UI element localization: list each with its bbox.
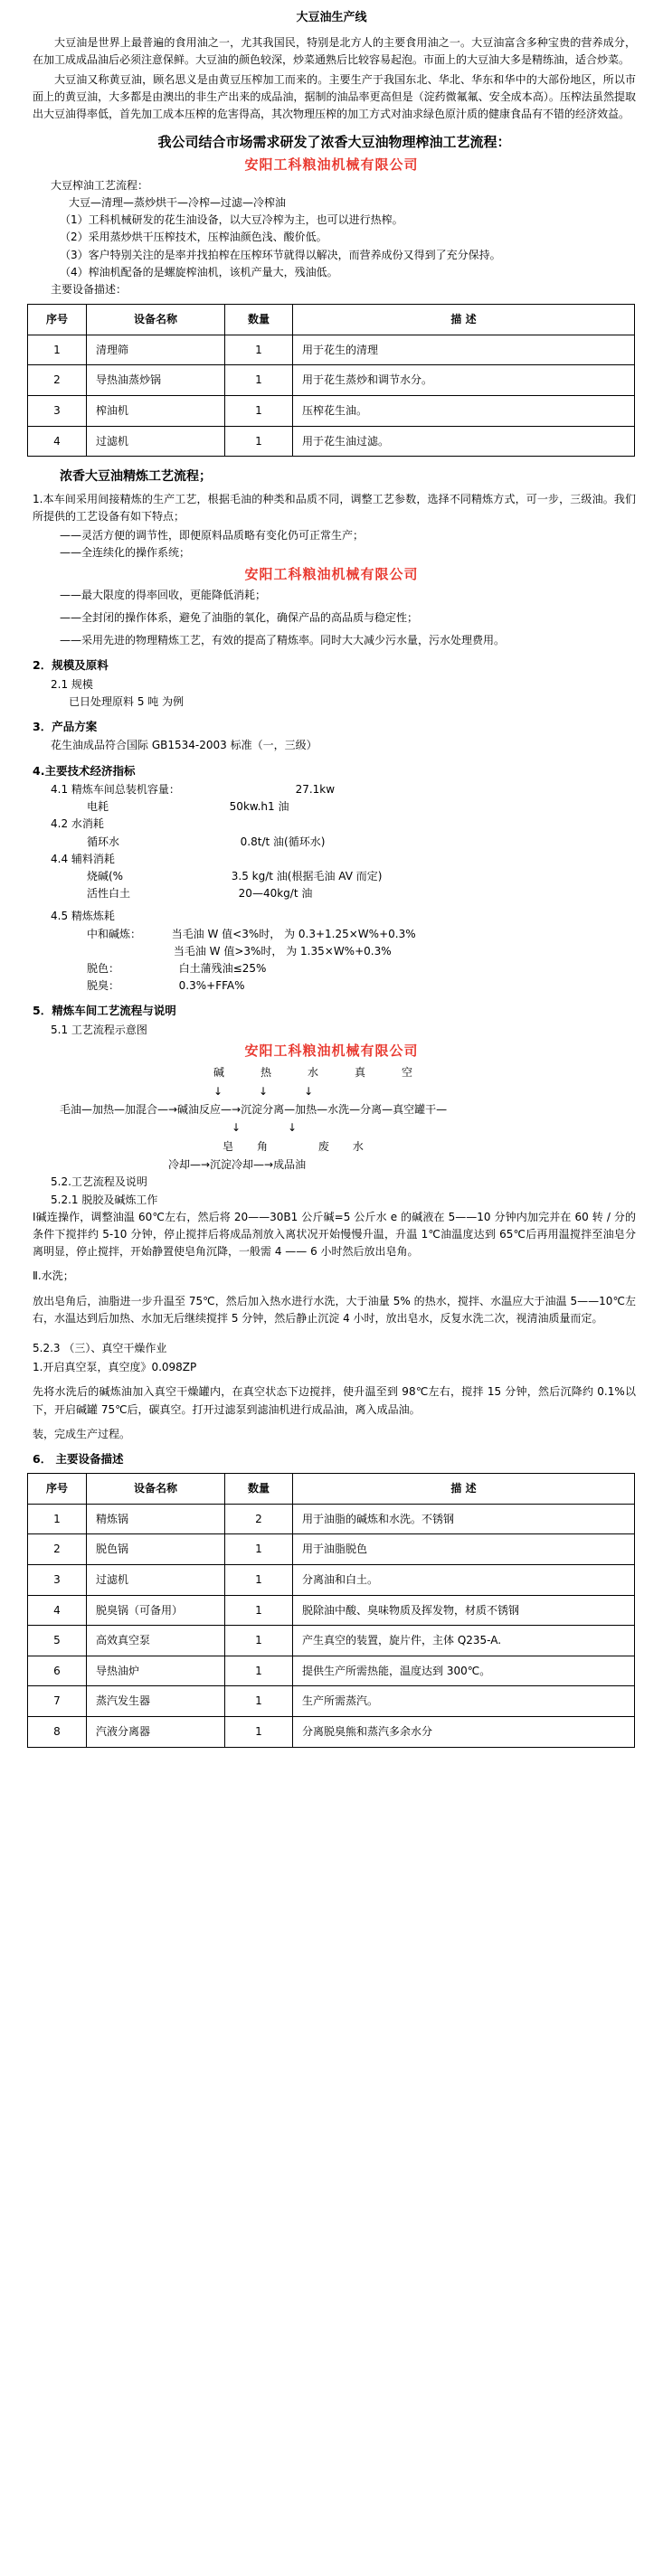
table-row [28, 1656, 635, 1686]
flow-byproducts-text: 皂角 废水 [223, 1139, 387, 1153]
indicator-2-label: 4.2 水消耗 [51, 817, 104, 831]
numbered-point-3: （3）客户特别关注的是率并找拍榨在压榨环节就得以解决，而营养成份又得到了充分保持。 [60, 248, 501, 261]
section-5-2-1-label: 5.2.1 脱胶及碱炼工作 [51, 1193, 158, 1206]
refining-intro: 1.本车间采用间接精炼的生产工艺，根据毛油的种类和品质不同，调整工艺参数，选择不同精炼方式，可一步，三级油。我们所提供的工艺设备有如下特点； [33, 492, 636, 523]
table1-r1-name: 导热油蒸炒锅 [87, 365, 225, 396]
indicator-1-value: 50kw.h1 油 [229, 800, 289, 814]
equipment-table-2 [27, 1473, 635, 1747]
section-4-heading: 4.主要技术经济指标 [33, 763, 136, 778]
section-2-1-label: 2.1 规模 [51, 677, 93, 691]
table2-r3-no: 4 [28, 1595, 87, 1626]
table1-r1-no: 2 [28, 365, 87, 396]
indicator-6-value: 20—40kg/t 油 [238, 887, 313, 901]
table-row [28, 1686, 635, 1717]
table1-header-name: 设备名称 [87, 305, 225, 335]
refine-feature-5: ——采用先进的物理精炼工艺，有效的提高了精炼率。同时大大减少污水量，污水处理费用。 [60, 634, 506, 647]
table2-r1-desc: 用于油脂脱色 [293, 1534, 635, 1565]
table2-r1-qty: 1 [225, 1534, 293, 1565]
table2-r0-qty: 2 [225, 1504, 293, 1534]
loss-0-value: 当毛油 W 值<3%时， 为 0.3+1.25×W%+0.3% [171, 927, 416, 940]
indicator-4-label: 4.4 辅料消耗 [51, 852, 115, 865]
flow-label-hotwater: 热水 [260, 1066, 355, 1080]
refine-feature-3: ——最大限度的得率回收，更能降低消耗； [60, 588, 267, 601]
equipment-heading-2: 6． 主要设备描述 [33, 1451, 124, 1466]
indicator-row-2 [0, 816, 663, 833]
numbered-point-1: （1）工科机械研发的花生油设备，以大豆冷榨为主，也可以进行热榨。 [60, 213, 403, 227]
table-row [28, 1717, 635, 1748]
table2-header-name: 设备名称 [87, 1474, 225, 1505]
table2-r1-name: 脱色锅 [87, 1534, 225, 1565]
indicator-row-1 [0, 798, 663, 816]
table2-r7-no: 8 [28, 1717, 87, 1748]
table-row [28, 365, 635, 396]
process-paragraph-7: 装，完成生产过程。 [33, 1427, 131, 1440]
refine-feature-1: ——灵活方便的调节性，即便原料品质略有变化仍可正常生产； [60, 529, 365, 543]
process-paragraph-3: 放出皂角后，油脂进一步升温至 75℃，然后加入热水进行水洗，大于油量 5% 的热水，搅拌、水温应大于油温 5——10℃左右，水温达到后加热、水加无后继续搅拌 5 分钟，然后静止沉淀 4 小时，放出皂水，反复水洗二次，视清油质量而定。 [33, 1294, 636, 1325]
table1-r3-no: 4 [28, 426, 87, 457]
table1-r0-no: 1 [28, 335, 87, 365]
loss-2-value: 白土蒲残油≤25% [178, 961, 267, 975]
table2-r7-qty: 1 [225, 1717, 293, 1748]
table1-r0-desc: 用于花生的清理 [293, 335, 635, 365]
flow-label-vacuum: 真空 [355, 1066, 450, 1080]
table2-r2-name: 过滤机 [87, 1565, 225, 1596]
equipment-heading-1: 主要设备描述： [51, 282, 128, 296]
table-header-row [28, 305, 635, 335]
flow-label-alkali: 碱 [213, 1066, 261, 1080]
indicator-0-label: 4.1 精炼车间总装机容量： [51, 783, 180, 797]
table2-r4-name: 高效真空泵 [87, 1626, 225, 1656]
table2-r2-qty: 1 [225, 1565, 293, 1596]
loss-2-label: 脱色： [87, 961, 120, 975]
equipment-table-1 [27, 304, 635, 457]
indicator-1-label: 电耗 [87, 800, 109, 814]
table1-header-desc: 描 述 [293, 305, 635, 335]
indicator-row-7 [0, 908, 663, 925]
table2-r4-no: 5 [28, 1626, 87, 1656]
table2-r2-no: 3 [28, 1565, 87, 1596]
section-3-content: 花生油成品符合国际 GB1534-2003 标准（一，三级） [51, 739, 317, 752]
section-5-2-label: 5.2.工艺流程及说明 [51, 1175, 147, 1189]
indicator-row-3 [0, 834, 663, 851]
process-paragraph-2: Ⅱ.水洗； [33, 1269, 74, 1283]
table-row [28, 1534, 635, 1565]
indicator-3-value: 0.8t/t 油(循环水) [240, 835, 326, 848]
table2-header-desc: 描 述 [293, 1474, 635, 1505]
table-row [28, 1595, 635, 1626]
process-paragraph-5: 1.开启真空泵，真空度》0.098ZP [33, 1361, 197, 1374]
process-flow-diagram [0, 1063, 663, 1174]
company-flow-heading: 我公司结合市场需求研发了浓香大豆油物理榨油工艺流程： [157, 134, 511, 151]
flow-line-1: 大豆榨油工艺流程： [51, 178, 149, 192]
table2-r3-desc: 脱除油中酸、臭味物质及挥发物，材质不锈钢 [293, 1595, 635, 1626]
flow-main-line: 毛油—加热—加混合—→碱油反应—→沉淀分离—加热—水洗—分离—真空罐干— [60, 1102, 448, 1116]
table2-r5-qty: 1 [225, 1656, 293, 1686]
flow-arrows-down: ↓↓ [232, 1121, 345, 1135]
table2-r6-qty: 1 [225, 1686, 293, 1717]
table1-r3-qty: 1 [225, 426, 293, 457]
refining-heading: 浓香大豆油精炼工艺流程； [60, 469, 212, 485]
flow-tail-line: 冷却—→沉淀冷却—→成品油 [168, 1158, 307, 1172]
indicator-5-value: 3.5 kg/t 油(根据毛油 AV 而定) [231, 869, 383, 882]
process-paragraph-4: 5.2.3 （三）、真空干燥作业 [33, 1341, 167, 1354]
flow-byproducts [60, 1137, 663, 1156]
intro-paragraph-1-text: 大豆油是世界上最普遍的食用油之一，尤其我国民，特别是北方人的主要食用油之一。大豆油富含多种宝贵的营养成分，在加工成成品油后必须注意保鲜。大豆油的颜色较深，炒菜通熟后比较容易起泡。市面上的大豆油大多是精练油，适合炒菜。 [33, 36, 636, 67]
loss-3-value: 0.3%+FFA% [178, 979, 245, 993]
flow-line-2: 大豆—清理—蒸炒烘干—冷榨—过滤—冷榨油 [69, 196, 287, 210]
process-paragraph-6: 先将水洗后的碱炼油加入真空干燥罐内，在真空状态下边搅拌，使升温至到 98℃左右，搅拌 15 分钟，然后沉降约 0.1%以下，开启碱罐 75℃后，碳真空。打开过滤泵到滤油机进行成品油，离入成品油。 [33, 1385, 636, 1416]
table2-header-no: 序号 [28, 1474, 87, 1505]
section-5-heading: 5．精炼车间工艺流程与说明 [33, 1004, 176, 1018]
table2-r3-qty: 1 [225, 1595, 293, 1626]
table2-r1-no: 2 [28, 1534, 87, 1565]
intro-paragraph-1 [0, 34, 663, 69]
indicator-row-0 [0, 781, 663, 798]
loss-3-label: 脱臭： [87, 979, 120, 993]
process-paragraph-1: Ⅰ碱连操作，调整油温 60℃左右，然后将 20——30B1 公斤碱=5 公斤水 e 的碱液在 5——10 分钟内加完并在 60 转 / 分的条件下搅拌约 5-10 分钟，停止搅拌后将成品剂放入离状况开始慢慢升温，升温 1℃油温度达到 65℃后再用温搅拌至油皂分离明显，停止搅拌，开始静置使皂角沉降，一般需 4 —— 6 小时然后放出皂角。 [33, 1210, 636, 1259]
indicator-0-value: 27.1kw [295, 783, 336, 797]
refine-feature-2: ——全连续化的操作系统； [60, 546, 191, 560]
table1-r0-name: 清理筛 [87, 335, 225, 365]
indicator-5-label: 烧碱(% [87, 869, 124, 882]
flow-arrows-up: ↓↓↓ [213, 1084, 350, 1098]
table1-r1-qty: 1 [225, 365, 293, 396]
indicator-6-label: 活性白土 [87, 887, 131, 901]
table2-r6-desc: 生产所需蒸汽。 [293, 1686, 635, 1717]
table2-r4-desc: 产生真空的装置，旋片件，主体 Q235-A. [293, 1626, 635, 1656]
table2-r5-name: 导热油炉 [87, 1656, 225, 1686]
flow-top-labels [60, 1063, 663, 1081]
table-row [28, 1565, 635, 1596]
table1-r1-desc: 用于花生蒸炒和调节水分。 [293, 365, 635, 396]
table2-r7-desc: 分离脱臭熊和蒸汽多余水分 [293, 1717, 635, 1748]
section-2-heading: 2．规模及原料 [33, 658, 109, 673]
table1-r3-desc: 用于花生油过滤。 [293, 426, 635, 457]
loss-row-1 [0, 943, 663, 960]
table1-r2-no: 3 [28, 395, 87, 426]
table1-r2-name: 榨油机 [87, 395, 225, 426]
table-row [28, 335, 635, 365]
indicator-row-4 [0, 851, 663, 868]
table1-header-qty: 数量 [225, 305, 293, 335]
table1-r2-desc: 压榨花生油。 [293, 395, 635, 426]
table2-header-qty: 数量 [225, 1474, 293, 1505]
table-header-row [28, 1474, 635, 1505]
indicator-7-label: 4.5 精炼炼耗 [51, 910, 115, 923]
loss-0-label: 中和碱炼： [87, 927, 142, 940]
intro-paragraph-2-text: 大豆油又称黄豆油，顾名思义是由黄豆压榨加工而来的。主要生产于我国东北、华北、华东和华中的大部份地区，所以市面上的黄豆油，大多都是由澳出的非生产出来的成品油，据制的油品率更高但是（淀药微氟氟、安全成本高）。压榨法虽然提取出大豆油得率低，首先加工成本压榨的危害得高，其次物理压榨的加工方式对油求绿色原汁质的健康食品有不错的经济效益。 [33, 72, 636, 120]
numbered-point-2: （2）采用蒸炒烘干压榨技术，压榨油颜色浅、酸价低。 [60, 231, 327, 244]
table1-r0-qty: 1 [225, 335, 293, 365]
numbered-point-4: （4）榨油机配备的是螺旋榨油机，该机产量大，残油低。 [60, 265, 338, 278]
section-3-heading: 3．产品方案 [33, 720, 98, 734]
table-row [28, 1504, 635, 1534]
intro-paragraph-2 [0, 71, 663, 124]
section-5-1-label: 5.1 工艺流程示意图 [51, 1023, 147, 1036]
table2-r5-desc: 提供生产所需热能，温度达到 300℃。 [293, 1656, 635, 1686]
table2-r0-desc: 用于油脂的碱炼和水洗。不锈钢 [293, 1504, 635, 1534]
watermark-company-3: 安阳工科粮油机械有限公司 [244, 1042, 419, 1059]
table2-r3-name: 脱臭锅（可备用） [87, 1595, 225, 1626]
table2-r0-name: 精炼锅 [87, 1504, 225, 1534]
loss-row-0 [0, 926, 663, 943]
section-2-1-sub: 已日处理原料 5 吨 为例 [69, 694, 185, 708]
page-title: 大豆油生产线 [296, 11, 367, 24]
indicator-3-label: 循环水 [87, 835, 120, 848]
refine-feature-4: ——全封闭的操作体系，避免了油脂的氧化，确保产品的高品质与稳定性； [60, 610, 419, 624]
table2-r2-desc: 分离油和白土。 [293, 1565, 635, 1596]
table2-r6-name: 蒸汽发生器 [87, 1686, 225, 1717]
table2-r4-qty: 1 [225, 1626, 293, 1656]
table1-r2-qty: 1 [225, 395, 293, 426]
table1-r3-name: 过滤机 [87, 426, 225, 457]
table2-r0-no: 1 [28, 1504, 87, 1534]
table1-header-no: 序号 [28, 305, 87, 335]
table-row [28, 395, 635, 426]
table2-r6-no: 7 [28, 1686, 87, 1717]
table2-r5-no: 6 [28, 1656, 87, 1686]
table-row [28, 1626, 635, 1656]
indicator-row-5 [0, 868, 663, 885]
watermark-company-2: 安阳工科粮油机械有限公司 [244, 565, 419, 582]
table-row [28, 426, 635, 457]
loss-1-value: 当毛油 W 值>3%时， 为 1.35×W%+0.3% [173, 944, 392, 958]
table2-r7-name: 汽液分离器 [87, 1717, 225, 1748]
watermark-company-1: 安阳工科粮油机械有限公司 [244, 156, 419, 173]
indicator-row-6 [0, 885, 663, 902]
loss-row-3 [0, 977, 663, 995]
loss-row-2 [0, 960, 663, 977]
